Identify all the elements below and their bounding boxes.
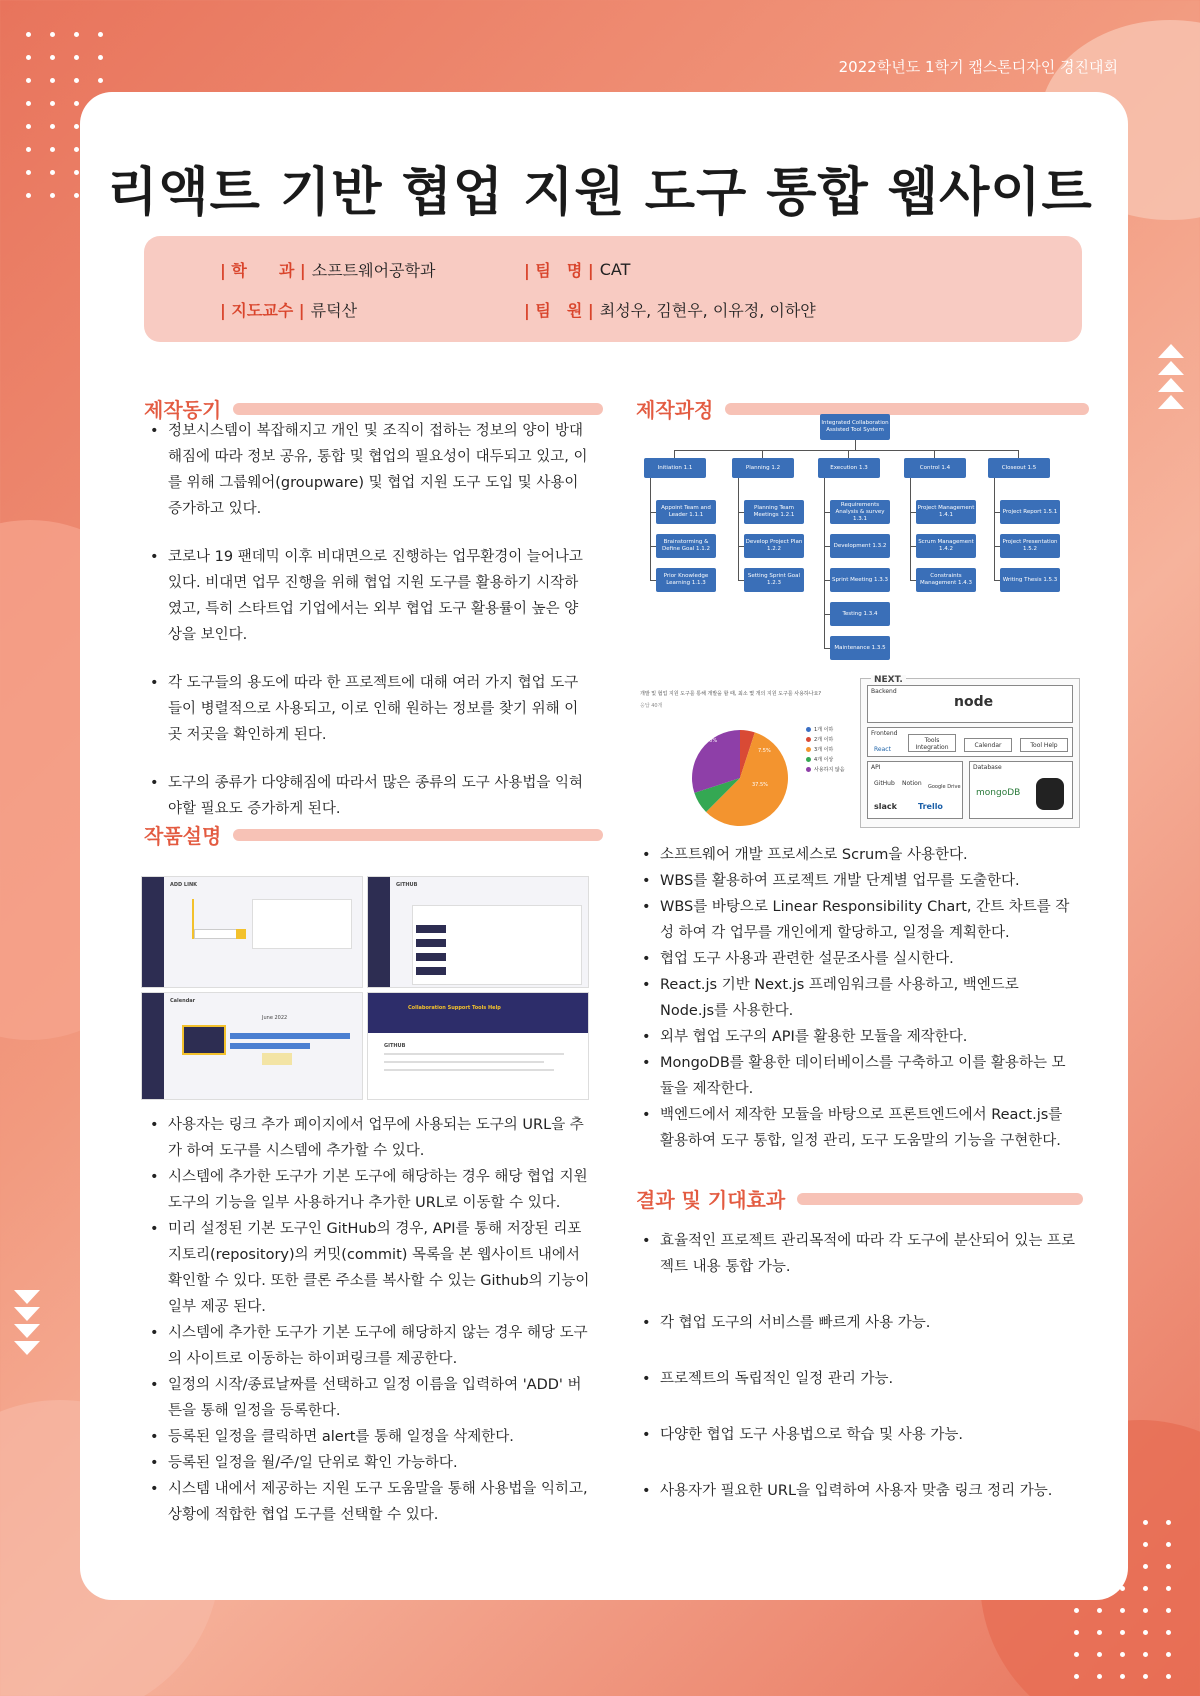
wbs-task: Maintenance 1.3.5: [830, 636, 890, 660]
slack-logo: slack: [874, 802, 897, 811]
list-item: • MongoDB를 활용한 데이터베이스를 구축하고 이를 활용하는 모듈을 제작한다.: [636, 1050, 1076, 1102]
section-bar: [797, 1193, 1083, 1205]
wbs-task: Development 1.3.2: [830, 534, 890, 558]
wbs-connector: [934, 450, 935, 458]
pie-legend: [806, 726, 845, 776]
wbs-task: Requirements Analysis & survey 1.3.1: [830, 500, 890, 524]
list-item: • 각 도구들의 용도에 따라 한 프로젝트에 대해 여러 가지 협업 도구들이 병렬적으로 사용되고, 이로 인해 원하는 정보를 찾기 위해 이곳 저곳을 확인하게 된다.: [144, 670, 590, 748]
list-item: • 코로나 19 팬데믹 이후 비대면으로 진행하는 업무환경이 늘어나고 있다. 비대면 업무 진행을 위해 협업 지원 도구를 활용하기 시작하였고, 특히 스타트업 기업에서는 외부 협업 도구 활용률이 높은 양상을 보인다.: [144, 544, 590, 648]
wbs-task: Prior Knowledge Learning 1.1.3: [656, 568, 716, 592]
wbs-connector: [994, 478, 995, 580]
info-dept-key: | 학 과 |: [220, 261, 306, 280]
info-team-value: CAT: [599, 260, 631, 279]
list-item: • 등록된 일정을 월/주/일 단위로 확인 가능하다.: [144, 1450, 590, 1476]
list-item: • 미리 설정된 기본 도구인 GitHub의 경우, API를 통해 저장된 리포지토리(repository)의 커밋(commit) 목록을 본 웹사이트 내에서 확인할 수 있다. 또한 클론 주소를 복사할 수 있는 Github의 기능이 일부 제공 된다.: [144, 1216, 590, 1320]
legend-item: [806, 756, 845, 763]
info-dept: [220, 258, 435, 281]
description-list: [144, 1112, 590, 1528]
shot-title: Collaboration Support Tools Help: [408, 1005, 501, 1011]
database-icon: [1036, 778, 1064, 810]
screenshot-help: [367, 992, 589, 1100]
legend-item: [806, 766, 845, 773]
wbs-phase: Planning 1.2: [732, 458, 794, 478]
list-item: • 프로젝트의 독립적인 일정 관리 가능.: [636, 1366, 1076, 1392]
shot-title: GITHUB: [396, 882, 418, 888]
database-label: Database: [973, 764, 1002, 771]
notion-logo: Notion: [902, 780, 922, 787]
drive-logo: Google Drive: [928, 784, 961, 790]
process-list: [636, 842, 1076, 1154]
wbs-connector: [650, 580, 656, 581]
legend-item: [806, 746, 845, 753]
wbs-connector: [910, 580, 916, 581]
screenshot-calendar: [141, 992, 363, 1100]
section-results-header: [636, 1184, 1083, 1213]
wbs-diagram: [640, 414, 1080, 664]
pie-label-mid: 37.5%: [752, 782, 768, 788]
mongodb-logo: mongoDB: [976, 788, 1021, 798]
contest-label: 2022학년도 1학기 캡스톤디자인 경진대회: [838, 58, 1118, 76]
list-item: • WBS를 활용하여 프로젝트 개발 단계별 업무를 도출한다.: [636, 868, 1076, 894]
wbs-task: Scrum Management 1.4.2: [916, 534, 976, 558]
section-title: 제작과정: [636, 398, 714, 422]
pie-label-small: 7.5%: [758, 748, 771, 754]
info-members-value: 최성우, 김현우, 이유정, 이하얀: [599, 301, 816, 320]
list-item: • 각 협업 도구의 서비스를 빠르게 사용 가능.: [636, 1310, 1076, 1336]
survey-chart: [640, 690, 855, 835]
shot-subtitle: GITHUB: [384, 1043, 406, 1049]
tech-stack-diagram: [860, 675, 1080, 828]
wbs-connector: [824, 478, 825, 648]
screenshots-grid: [141, 876, 589, 1100]
section-bar: [725, 403, 1089, 415]
wbs-connector: [994, 580, 1000, 581]
node-logo: node: [954, 694, 994, 710]
backend-box: [867, 685, 1073, 723]
api-label: API: [871, 764, 881, 771]
triangle-down-icon: [14, 1290, 40, 1356]
list-item: • 시스템 내에서 제공하는 지원 도구 도움말을 통해 사용법을 익히고, 상황에 적합한 협업 도구를 선택할 수 있다.: [144, 1476, 590, 1528]
legend-label: 3개 이하: [814, 747, 834, 753]
wbs-task: Project Management 1.4.1: [916, 500, 976, 524]
legend-swatch: [806, 757, 811, 762]
pie-label-large: 30%: [706, 738, 718, 744]
legend-item: [806, 726, 845, 733]
section-bar: [233, 829, 603, 841]
shot-month: June 2022: [262, 1015, 288, 1021]
wbs-connector: [674, 450, 1018, 451]
list-item: • 도구의 종류가 다양해짐에 따라서 많은 종류의 도구 사용법을 익혀야할 필요도 증가하게 된다.: [144, 770, 590, 822]
wbs-phase: Control 1.4: [904, 458, 966, 478]
wbs-connector: [674, 450, 675, 458]
wbs-task: Sprint Meeting 1.3.3: [830, 568, 890, 592]
wbs-task: Writing Thesis 1.5.3: [1000, 568, 1060, 592]
legend-label: 2개 이하: [814, 737, 834, 743]
info-prof-key: | 지도교수 |: [220, 301, 305, 320]
wbs-task: Testing 1.3.4: [830, 602, 890, 626]
screenshot-github: [367, 876, 589, 988]
info-members-key: | 팀 원 |: [524, 301, 594, 320]
info-prof: [220, 298, 357, 321]
list-item: • 일정의 시작/종료날짜를 선택하고 일정 이름을 입력하여 'ADD' 버튼을 통해 일정을 등록한다.: [144, 1372, 590, 1424]
wbs-task: Setting Sprint Goal 1.2.3: [744, 568, 804, 592]
list-item: • 협업 도구 사용과 관련한 설문조사를 실시한다.: [636, 946, 1076, 972]
frontend-item: Calendar: [964, 738, 1012, 752]
legend-label: 4개 이상: [814, 757, 834, 763]
list-item: • React.js 기반 Next.js 프레임워크를 사용하고, 백엔드로 Node.js를 사용한다.: [636, 972, 1076, 1024]
wbs-phase: Closeout 1.5: [988, 458, 1050, 478]
legend-swatch: [806, 737, 811, 742]
legend-item: [806, 736, 845, 743]
wbs-connector: [910, 478, 911, 580]
list-item: • WBS를 바탕으로 Linear Responsibility Chart, 간트 차트를 작성 하여 각 업무를 개인에게 할당하고, 일정을 계획한다.: [636, 894, 1076, 946]
wbs-task: Appoint Team and Leader 1.1.1: [656, 500, 716, 524]
wbs-connector: [738, 478, 739, 580]
section-bar: [233, 403, 603, 415]
legend-swatch: [806, 727, 811, 732]
list-item: • 등록된 일정을 클릭하면 alert를 통해 일정을 삭제한다.: [144, 1424, 590, 1450]
info-team: [524, 258, 630, 281]
wbs-task: Constraints Management 1.4.3: [916, 568, 976, 592]
react-logo: React: [874, 746, 891, 753]
list-item: • 소프트웨어 개발 프로세스로 Scrum을 사용한다.: [636, 842, 1076, 868]
motivation-list: [144, 418, 590, 822]
pie-chart: [690, 728, 790, 828]
section-title: 작품설명: [144, 824, 222, 848]
legend-label: 1개 이하: [814, 727, 834, 733]
frontend-item: Tools Integration: [908, 734, 956, 752]
list-item: • 시스템에 추가한 도구가 기본 도구에 해당하는 경우 해당 협업 지원 도구의 기능을 일부 사용하거나 추가한 URL로 이동할 수 있다.: [144, 1164, 590, 1216]
list-item: • 사용자는 링크 추가 페이지에서 업무에 사용되는 도구의 URL을 추가 하여 도구를 시스템에 추가할 수 있다.: [144, 1112, 590, 1164]
wbs-task: Planning Team Meetings 1.2.1: [744, 500, 804, 524]
wbs-connector: [824, 648, 830, 649]
github-logo: GitHub: [874, 780, 895, 787]
database-box: [969, 761, 1073, 819]
list-item: • 다양한 협업 도구 사용법으로 학습 및 사용 가능.: [636, 1422, 1076, 1448]
survey-responses: 응답 40개: [640, 703, 663, 709]
wbs-root: Integrated Collaboration Assisted Tool System: [820, 414, 890, 440]
info-team-key: | 팀 명 |: [524, 261, 594, 280]
legend-label: 사용하지 않음: [814, 767, 845, 773]
triangle-up-icon: [1158, 344, 1184, 410]
wbs-connector: [1018, 450, 1019, 458]
list-item: • 효율적인 프로젝트 관리목적에 따라 각 도구에 분산되어 있는 프로젝트 내용 통합 가능.: [636, 1228, 1076, 1280]
wbs-connector: [762, 450, 763, 458]
legend-swatch: [806, 767, 811, 772]
info-dept-value: 소프트웨어공학과: [311, 261, 436, 280]
wbs-connector: [650, 478, 651, 580]
list-item: • 외부 협업 도구의 API를 활용한 모듈을 제작한다.: [636, 1024, 1076, 1050]
wbs-connector: [738, 580, 744, 581]
wbs-phase: Initiation 1.1: [644, 458, 706, 478]
wbs-task: Project Report 1.5.1: [1000, 500, 1060, 524]
legend-swatch: [806, 747, 811, 752]
wbs-connector: [855, 440, 856, 450]
info-members: [524, 298, 816, 321]
page-title: 리액트 기반 협업 지원 도구 통합 웹사이트: [107, 163, 1093, 223]
trello-logo: Trello: [918, 802, 943, 811]
list-item: • 사용자가 필요한 URL을 입력하여 사용자 맞춤 링크 정리 가능.: [636, 1478, 1076, 1504]
wbs-task: Project Presentation 1.5.2: [1000, 534, 1060, 558]
team-info-box: [144, 236, 1082, 342]
info-prof-value: 류덕산: [310, 301, 358, 320]
list-item: • 시스템에 추가한 도구가 기본 도구에 해당하지 않는 경우 해당 도구의 사이트로 이동하는 하이퍼링크를 제공한다.: [144, 1320, 590, 1372]
frontend-box: [867, 727, 1073, 757]
frontend-item: Tool Help: [1020, 738, 1068, 752]
wbs-phase: Execution 1.3: [818, 458, 880, 478]
frontend-label: Frontend: [871, 730, 898, 737]
next-logo: NEXT.: [871, 675, 906, 685]
backend-label: Backend: [871, 688, 897, 695]
wbs-task: Develop Project Plan 1.2.2: [744, 534, 804, 558]
wbs-connector: [848, 450, 849, 458]
section-title: 제작동기: [144, 398, 222, 422]
results-list: [636, 1228, 1076, 1504]
wbs-task: Brainstorming & Define Goal 1.1.2: [656, 534, 716, 558]
survey-question: 개발 및 협업 지원 도구를 통해 개발을 할 때, 최소 몇 개의 지원 도구를 사용하나요?: [640, 691, 822, 697]
screenshot-add-link: [141, 876, 363, 988]
shot-title: ADD LINK: [170, 882, 198, 888]
section-title: 결과 및 기대효과: [636, 1188, 786, 1212]
api-box: [867, 761, 963, 819]
list-item: • 백엔드에서 제작한 모듈을 바탕으로 프론트엔드에서 React.js를 활용하여 도구 통합, 일정 관리, 도구 도움말의 기능을 구현한다.: [636, 1102, 1076, 1154]
section-description-header: [144, 820, 603, 849]
list-item: • 정보시스템이 복잡해지고 개인 및 조직이 접하는 정보의 양이 방대해짐에 따라 정보 공유, 통합 및 협업의 필요성이 대두되고 있고, 이를 위해 그룹웨어(groupware) 및 협업 지원 도구 도입 및 사용이 증가하고 있다.: [144, 418, 590, 522]
shot-title: Calendar: [170, 998, 196, 1004]
